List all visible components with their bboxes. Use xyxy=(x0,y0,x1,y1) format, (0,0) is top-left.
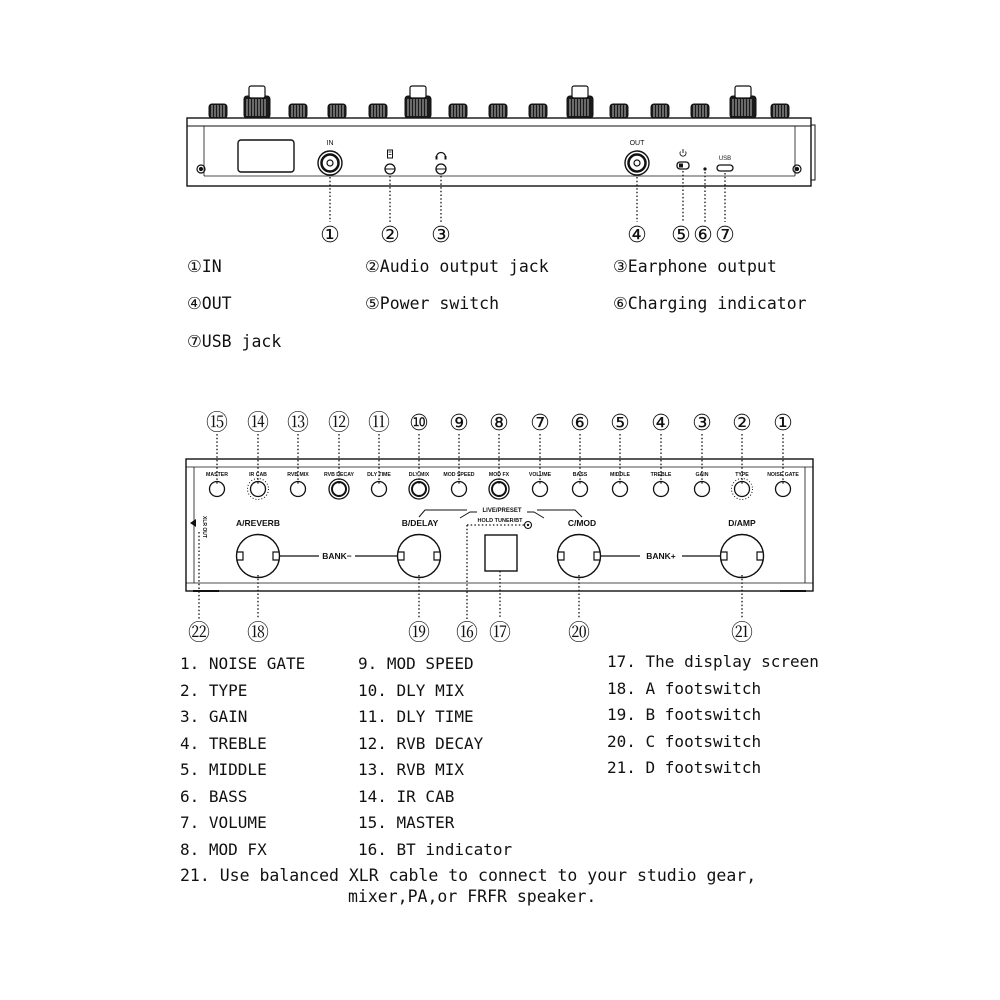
rear-knob-tops xyxy=(209,86,789,118)
rear-knob-top xyxy=(651,104,669,118)
knob-label-gain: GAIN xyxy=(695,472,709,478)
knob-callouts xyxy=(206,410,793,435)
knob-callout-4: ④ xyxy=(651,410,671,435)
footswitch-d-amp xyxy=(721,535,764,578)
bank-minus-label: BANK− xyxy=(322,551,352,561)
callout-18: ⑱ xyxy=(246,620,270,645)
knob-label-master: MASTER xyxy=(206,472,228,478)
callout-21: ㉑ xyxy=(730,620,754,645)
knob-label-ir-cab: IR CAB xyxy=(249,472,267,478)
legend-item: 15. MASTER xyxy=(358,813,455,832)
legend-item: 14. IR CAB xyxy=(358,786,455,806)
rear-callout-3: ③ xyxy=(431,222,451,247)
bottom-callouts xyxy=(188,620,753,645)
legend-item: 1. NOISE GATE xyxy=(180,654,306,673)
rear-footswitch-top xyxy=(567,86,593,118)
knob-label-volume: VOLUME xyxy=(528,472,552,478)
xlr-out-label: XLR OUT xyxy=(201,516,207,538)
rear-knob-top xyxy=(771,104,789,118)
legend-item: 8. MOD FX xyxy=(180,839,267,859)
knob-callout-5: ⑤ xyxy=(610,410,630,435)
knob-callout-13: ⑬ xyxy=(286,410,310,435)
legend-item: 12. RVB DECAY xyxy=(358,733,484,753)
rear-callout-2: ② xyxy=(380,222,400,247)
knob-callout-8: ⑧ xyxy=(489,410,509,435)
knob-label-middle: MIDDLE xyxy=(610,472,630,478)
legend-item: 2. TYPE xyxy=(180,680,248,700)
charging-indicator xyxy=(703,167,706,170)
rear-legend-in: ①IN xyxy=(187,257,222,276)
knob-callout-9: ⑨ xyxy=(449,410,469,435)
rear-knob-top xyxy=(209,104,227,118)
knob-callout-2: ② xyxy=(732,410,752,435)
knob-callout-14: ⑭ xyxy=(246,410,270,435)
rear-legend-earphone: ③Earphone output xyxy=(613,257,777,276)
legend-item: 7. VOLUME xyxy=(180,813,267,832)
footswitch-label-a-reverb: A/REVERB xyxy=(236,518,280,528)
top-panel xyxy=(186,434,813,619)
rear-footswitch-top xyxy=(405,86,431,118)
out-jack-label: OUT xyxy=(629,140,645,147)
legend-item: 16. BT indicator xyxy=(358,839,513,859)
knob-label-mod-speed: MOD SPEED xyxy=(443,472,475,478)
legend-item: 17. The display screen xyxy=(607,652,819,671)
footswitch-label-b-delay: B/DELAY xyxy=(401,518,439,528)
rear-callout-5: ⑤ xyxy=(671,222,691,247)
rear-knob-top xyxy=(529,104,547,118)
callout-22: ㉒ xyxy=(187,620,211,645)
legend-item: 10. DLY MIX xyxy=(358,680,464,700)
knob-label-treble: TREBLE xyxy=(650,472,672,478)
rear-legend-charging: ⑥Charging indicator xyxy=(613,294,807,313)
rear-panel xyxy=(187,86,815,222)
rear-footswitch-top xyxy=(730,86,756,118)
rear-footswitch-top xyxy=(244,86,270,118)
knob-label-type: TYPE xyxy=(735,472,749,478)
legend-item: 9. MOD SPEED xyxy=(358,654,474,673)
knob-label-dly-mix: DLY MIX xyxy=(408,472,430,478)
footswitch-b-delay xyxy=(398,535,441,578)
legend-item: 21. D footswitch xyxy=(607,758,762,777)
in-jack-label: IN xyxy=(326,140,334,147)
rear-legend-power: ⑤Power switch xyxy=(365,294,499,313)
callout-20: ⑳ xyxy=(567,620,591,645)
legend-item: 3. GAIN xyxy=(180,707,248,726)
knob-callout-11: ⑪ xyxy=(367,410,391,435)
footswitch-a-reverb xyxy=(237,535,280,578)
legend-item: 19. B footswitch xyxy=(607,705,762,724)
rear-legend-audio-output: ②Audio output jack xyxy=(365,257,549,276)
legend-item: 20. C footswitch xyxy=(607,731,762,751)
knob-callout-3: ③ xyxy=(692,410,712,435)
legend-item: 18. A footswitch xyxy=(607,678,762,698)
rear-callout-4: ④ xyxy=(627,222,647,247)
callout-16: ⑯ xyxy=(455,620,479,645)
knob-label-dly-time: DLY TIME xyxy=(367,472,391,478)
rear-knob-top xyxy=(369,104,387,118)
rear-knob-top xyxy=(610,104,628,118)
knob-callout-1: ① xyxy=(773,410,793,435)
knob-callout-7: ⑦ xyxy=(530,410,550,435)
rear-callout-7: ⑦ xyxy=(715,222,735,247)
footswitch-label-c-mod: C/MOD xyxy=(567,518,597,528)
rear-legend-usb: ⑦USB jack xyxy=(187,332,282,351)
rear-knob-top xyxy=(289,104,307,118)
knob-callout-10: ⑩ xyxy=(409,410,429,435)
knob-label-rvb-mix: RVB MIX xyxy=(287,472,309,478)
knob-label-mod-fx: MOD FX xyxy=(488,472,510,478)
rear-knob-top xyxy=(489,104,507,118)
hold-tuner-label: HOLD TUNER/BT xyxy=(477,518,523,524)
legend-item: 6. BASS xyxy=(180,786,248,806)
legend-item: 4. TREBLE xyxy=(180,733,267,753)
footswitch-c-mod xyxy=(558,535,601,578)
legend-item: 13. RVB MIX xyxy=(358,760,464,779)
xlr-note-line2: mixer,PA,or FRFR speaker. xyxy=(348,887,597,906)
bank-plus-label: BANK+ xyxy=(646,551,676,561)
rear-knob-top xyxy=(449,104,467,118)
legend-item: 11. DLY TIME xyxy=(358,707,474,726)
rear-callout-1: ① xyxy=(320,222,340,247)
knob-label-noise-gate: NOISE GATE xyxy=(767,472,799,478)
knob-callout-6: ⑥ xyxy=(570,410,590,435)
rear-knob-top xyxy=(328,104,346,118)
knob-callout-12: ⑫ xyxy=(327,410,351,435)
callout-19: ⑲ xyxy=(407,620,431,645)
footswitch-label-d-amp: D/AMP xyxy=(728,518,756,528)
legend-item: 5. MIDDLE xyxy=(180,760,267,779)
knob-callout-15: ⑮ xyxy=(205,410,229,435)
rear-legend-out: ④OUT xyxy=(187,294,232,313)
xlr-note-line1: 21. Use balanced XLR cable to connect to your studio gear, xyxy=(180,866,757,885)
usb-jack-label: USB xyxy=(718,156,732,162)
callout-17: ⑰ xyxy=(488,620,512,645)
live-preset-label: LIVE/PRESET xyxy=(482,508,522,514)
rear-knob-top xyxy=(691,104,709,118)
knob-label-rvb-decay: RVB DECAY xyxy=(324,472,354,478)
rear-callouts xyxy=(320,222,735,247)
rear-callout-6: ⑥ xyxy=(693,222,713,247)
knob-label-bass: BASS xyxy=(572,472,588,478)
